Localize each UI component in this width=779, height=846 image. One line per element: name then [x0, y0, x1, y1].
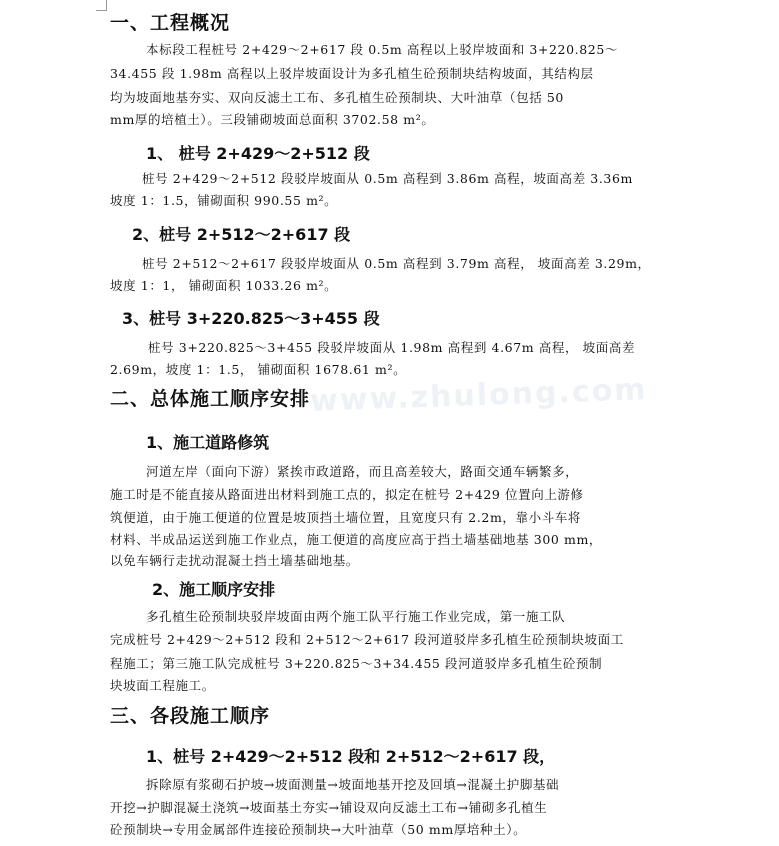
subsection-1-1-heading: 1、 桩号 2+429～2+512 段: [146, 144, 370, 163]
paragraph-line: 多孔植生砼预制块驳岸坡面由两个施工队平行施工作业完成，第一施工队: [146, 609, 566, 624]
paragraph-line: mm厚的培植土）。三段铺砌坡面总面积 3702.58 m²。: [110, 112, 435, 127]
paragraph-line: 拆除原有浆砌石护坡→坡面测量→坡面地基开挖及回填→混凝土护脚基础: [146, 777, 560, 792]
paragraph-line: 筑便道，由于施工便道的位置是坡顶挡土墙位置，且宽度只有 2.2m，靠小斗车将: [110, 510, 582, 525]
paragraph-line: 桩号 3+220.825～3+455 段驳岸坡面从 1.98m 高程到 4.67m 高程， 坡面高差: [148, 340, 636, 355]
subsection-2-2-heading: 2、施工顺序安排: [152, 580, 276, 599]
paragraph-line: 均为坡面地基夯实、双向反滤土工布、多孔植生砼预制块、大叶油草（包括 50: [110, 90, 564, 105]
paragraph-line: 坡度 1：1， 铺砌面积 1033.26 m²。: [110, 278, 338, 293]
subsection-2-1-heading: 1、施工道路修筑: [146, 433, 270, 452]
paragraph-line: 材料、半成品运送到施工作业点，施工便道的高度应高于挡土墙基础地基 300 mm，: [110, 532, 603, 547]
paragraph-line: 砼预制块→专用金属部件连接砼预制块→大叶油草（50 mm厚培种土）。: [110, 822, 527, 837]
paragraph-line: 坡度 1：1.5，铺砌面积 990.55 m²。: [110, 193, 338, 208]
paragraph-line: 施工时是不能直接从路面进出材料到施工点的，拟定在桩号 2+429 位置向上游修: [110, 487, 584, 502]
section-2-heading: 二、总体施工顺序安排: [110, 388, 311, 410]
section-3-heading: 三、各段施工顺序: [110, 705, 271, 727]
subsection-1-2-heading: 2、桩号 2+512～2+617 段: [132, 225, 351, 244]
paragraph-line: 桩号 2+429～2+512 段驳岸坡面从 0.5m 高程到 3.86m 高程，坡面高差 3.36m: [142, 171, 633, 186]
paragraph-line: 完成桩号 2+429～2+512 段和 2+512～2+617 段河道驳岸多孔植生砼预制块坡面工: [110, 632, 624, 647]
page-corner-mark: [96, 0, 107, 11]
paragraph-line: 块坡面工程施工。: [110, 678, 215, 693]
paragraph-line: 桩号 2+512～2+617 段驳岸坡面从 0.5m 高程到 3.79m 高程， 坡面高差 3.29m，: [142, 256, 651, 271]
paragraph-line: 本标段工程桩号 2+429～2+617 段 0.5m 高程以上驳岸坡面和 3+220.825～: [146, 42, 618, 57]
paragraph-line: 河道左岸（面向下游）紧挨市政道路，而且高差较大，路面交通车辆繁多，: [146, 464, 579, 479]
paragraph-line: 34.455 段 1.98m 高程以上驳岸坡面设计为多孔植生砼预制块结构坡面，其结构层: [110, 66, 594, 81]
paragraph-line: 2.69m，坡度 1：1.5， 铺砌面积 1678.61 m²。: [110, 362, 407, 377]
paragraph-line: 开挖→护脚混凝土浇筑→坡面基土夯实→铺设双向反滤土工布→铺砌多孔植生: [110, 800, 548, 815]
section-1-heading: 一、工程概况: [110, 12, 231, 34]
paragraph-line: 以免车辆行走扰动混凝土挡土墙基础地基。: [110, 553, 359, 568]
paragraph-line: 程施工；第三施工队完成桩号 3+220.825～3+34.455 段河道驳岸多孔植生砼预制: [110, 656, 603, 671]
subsection-1-3-heading: 3、桩号 3+220.825～3+455 段: [122, 309, 380, 328]
subsection-3-1-heading: 1、桩号 2+429～2+512 段和 2+512～2+617 段，: [146, 747, 556, 766]
watermark: www.zhulong.com: [309, 372, 649, 419]
